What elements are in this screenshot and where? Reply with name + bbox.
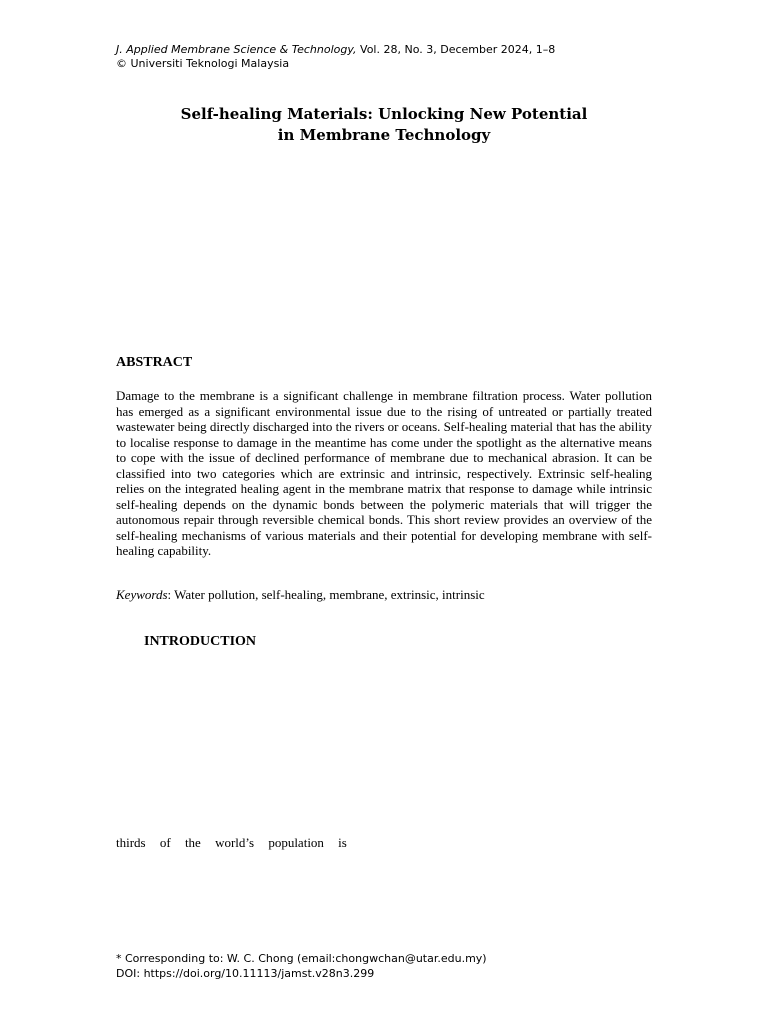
journal-citation bbox=[116, 43, 555, 57]
title-line-1: Self-healing Materials: Unlocking New Potential bbox=[180, 105, 588, 123]
journal-header bbox=[116, 43, 555, 71]
body-text-fragment: thirds of the world’s population is bbox=[116, 835, 347, 850]
keywords-line bbox=[116, 587, 485, 603]
doi-line: DOI: https://doi.org/10.11113/jamst.v28n3.299 bbox=[116, 967, 375, 980]
abstract-heading: ABSTRACT bbox=[116, 355, 193, 370]
introduction-heading: INTRODUCTION bbox=[144, 634, 257, 649]
keywords-text: : Water pollution, self-healing, membrane, extrinsic, intrinsic bbox=[167, 587, 485, 602]
abstract-body: Damage to the membrane is a significant challenge in membrane filtration process. Water pollution has emerged as a significant environmental issue due to the rising of untreated or partially treated wastewater being directly discharged into the rivers or oceans. Self-healing material that has the ability to localise response to damage in the meantime has come under the spotlight as the alternative means to cope with the issue of declined performance of membrane due to mechanical abrasion. It can be classified into two categories which are extrinsic and intrinsic, respectively. Extrinsic self-healing relies on the integrated healing agent in the membrane matrix that response to damage while intrinsic self-healing depends on the dynamic bonds between the polymeric materials that will trigger the autonomous repair through reversible chemical bonds. This short review provides an overview of the self-healing mechanisms of various materials and their potential for developing membrane with self-healing capability. bbox=[116, 388, 652, 558]
footnote bbox=[116, 951, 487, 981]
corresponding-author: * Corresponding to: W. C. Chong (email:chongwchan@utar.edu.my) bbox=[116, 952, 487, 965]
issue-info: Vol. 28, No. 3, December 2024, 1–8 bbox=[356, 43, 556, 56]
paper-title bbox=[0, 104, 768, 146]
keywords-label: Keywords bbox=[116, 587, 168, 602]
journal-name: J. Applied Membrane Science & Technology, bbox=[116, 43, 357, 56]
title-line-2: in Membrane Technology bbox=[277, 126, 491, 144]
copyright-line: © Universiti Teknologi Malaysia bbox=[116, 57, 290, 70]
